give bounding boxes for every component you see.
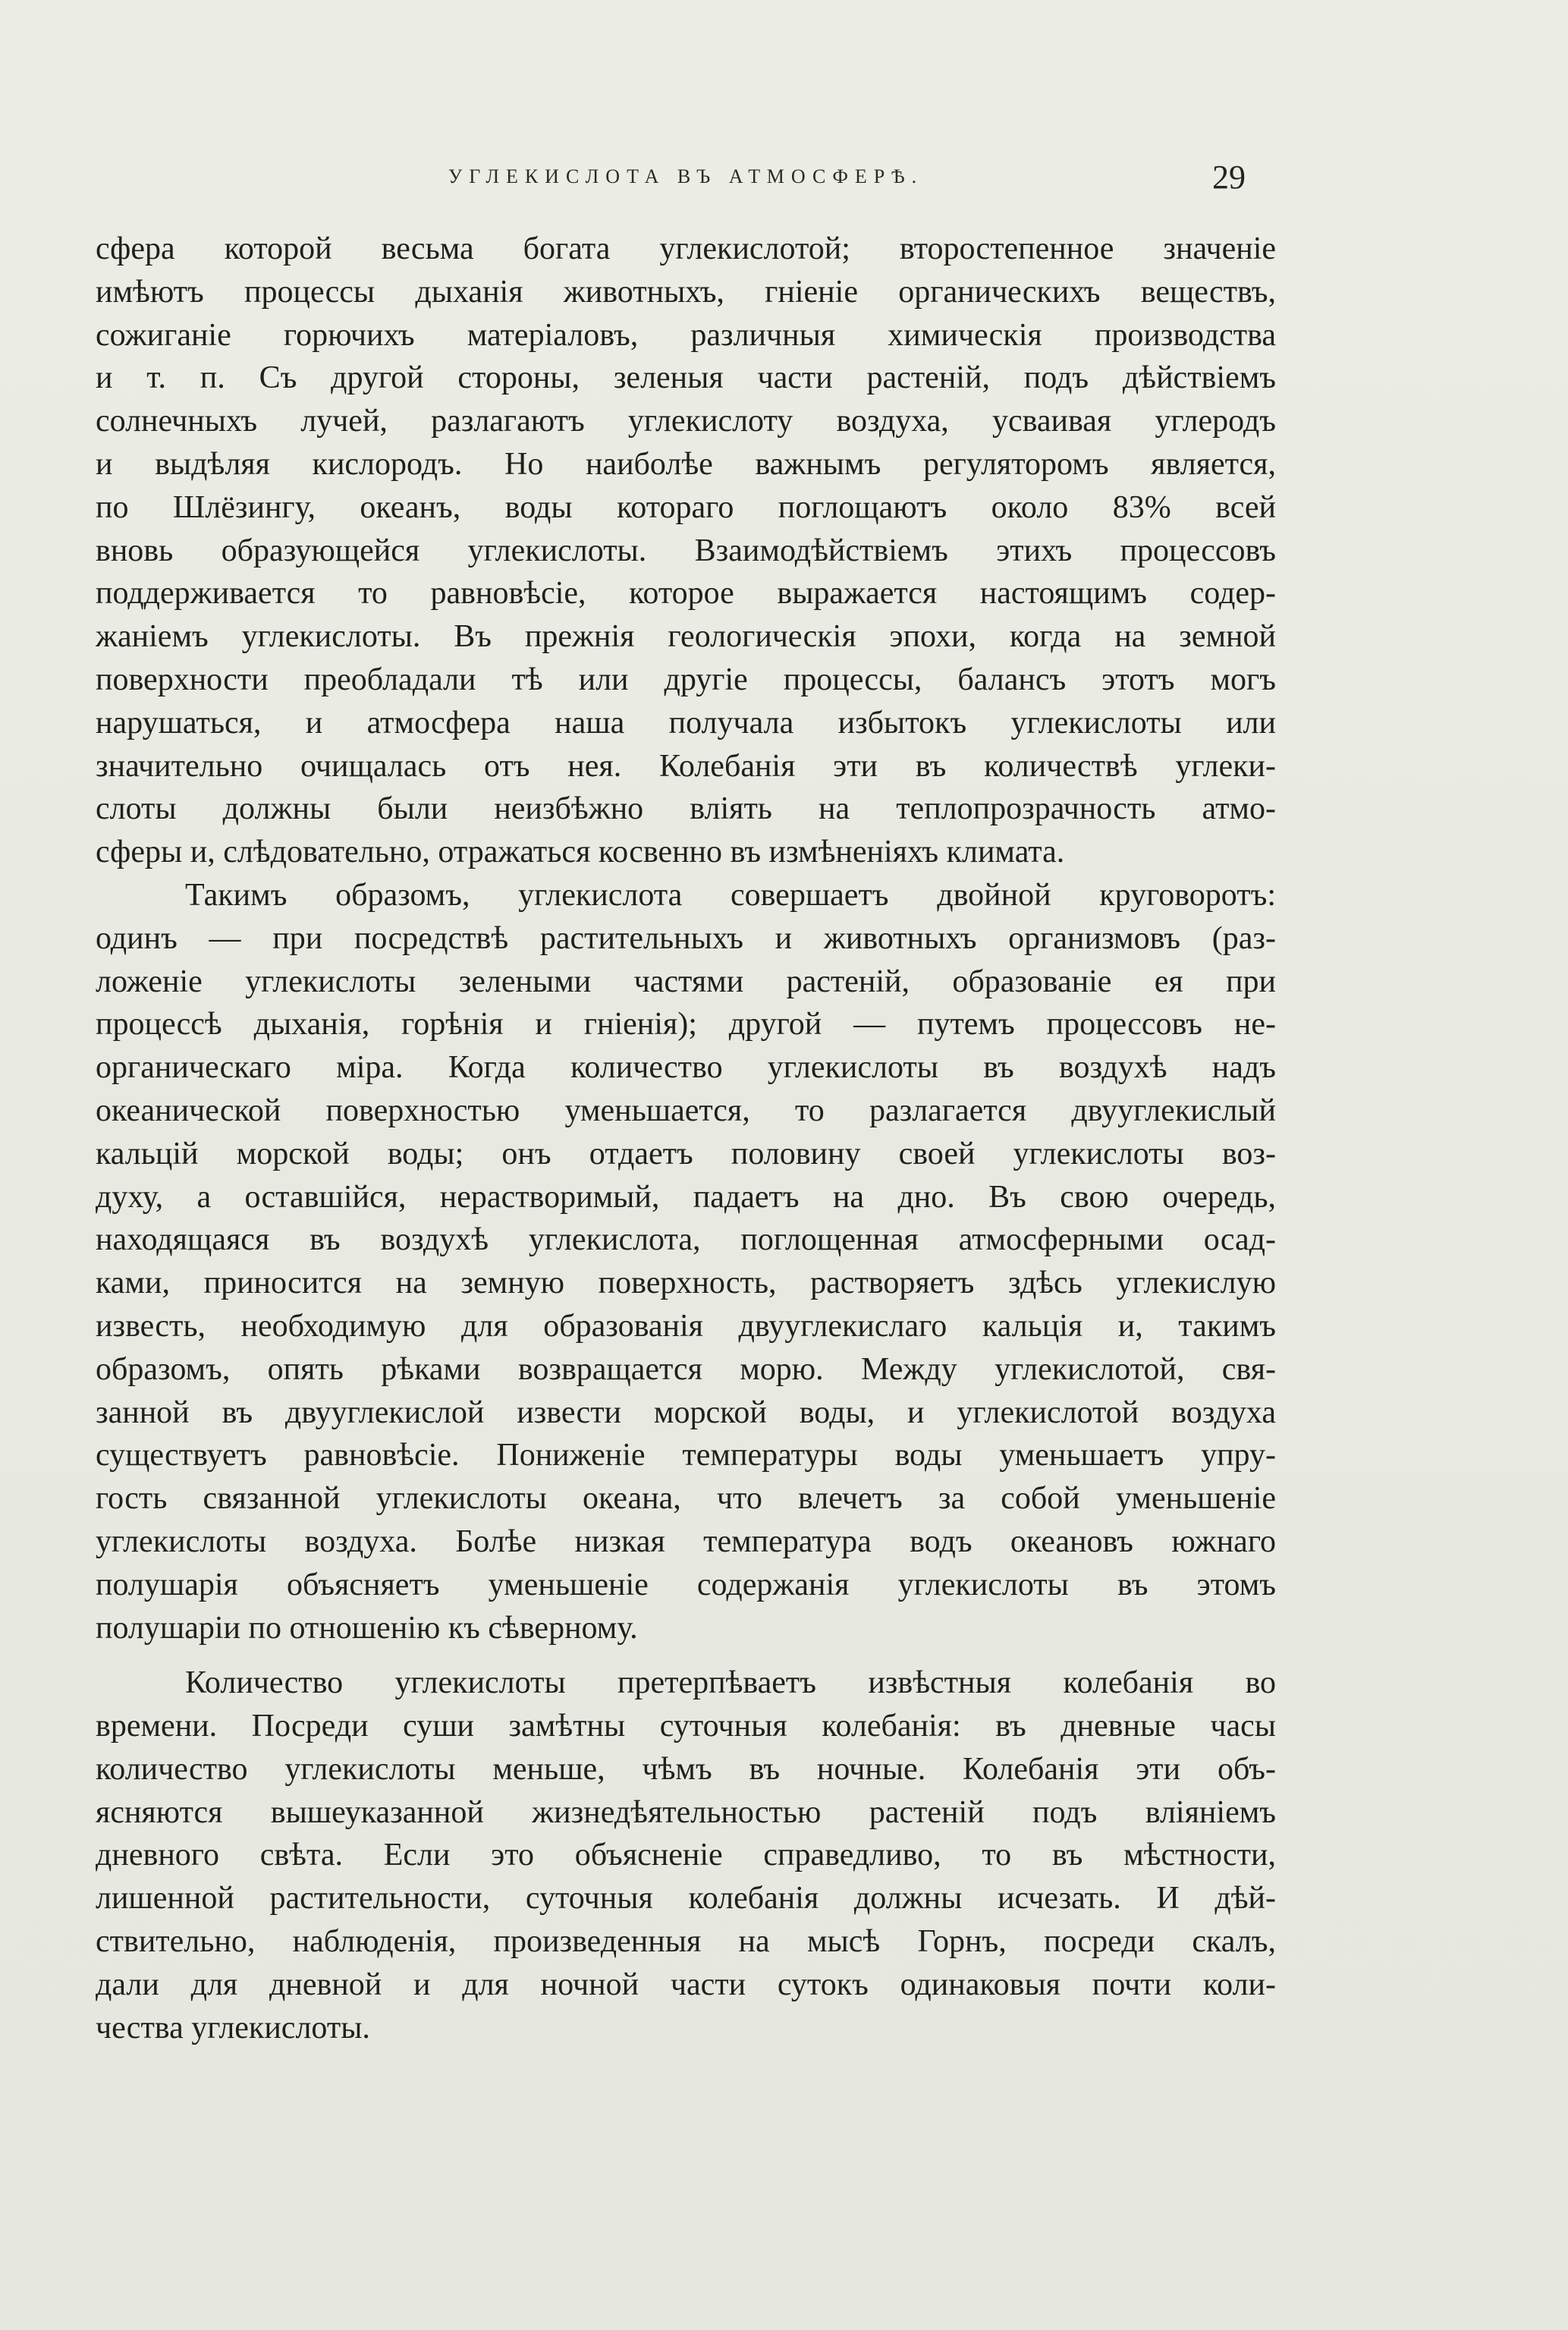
text-line: органическаго мiра. Когда количество углекислоты въ воздухѣ надъ [96, 1050, 1276, 1086]
running-title: УГЛЕКИСЛОТА ВЪ АТМОСФЕРѢ. [448, 165, 924, 187]
text-line: процессѣ дыханiя, горѣнiя и гнiенiя); другой — путемъ процессовъ не- [96, 1007, 1276, 1042]
text-line: чества углекислоты. [96, 2010, 370, 2045]
text-line: ясняются вышеуказанной жизнедѣятельностью растенiй подъ влiянiемъ [96, 1794, 1276, 1830]
text-line: находящаяся въ воздухѣ углекислота, поглощенная атмосферными осад- [96, 1222, 1276, 1258]
text-line: сфера которой весьма богата углекислотой; второстепенное значенiе [96, 231, 1276, 266]
text-line: сферы и, слѣдовательно, отражаться косвенно въ измѣненiяхъ климата. [96, 835, 1065, 870]
running-head [96, 158, 1276, 203]
body-text [96, 228, 1276, 2049]
text-line: Количество углекислоты претерпѣваетъ извѣстныя колебанiя во [185, 1665, 1276, 1701]
text-line: существуетъ равновѣсiе. Пониженiе температуры воды уменьшаетъ упру- [96, 1438, 1276, 1473]
text-line: духу, а оставшiйся, нерастворимый, падаетъ на дно. Въ свою очередь, [96, 1179, 1276, 1215]
text-line: ложенiе углекислоты зелеными частями растенiй, образованiе ея при [96, 964, 1276, 999]
text-line: лишенной растительности, суточныя колебанiя должны исчезать. И дѣй- [96, 1881, 1276, 1917]
text-line: кальцiй морской воды; онъ отдаетъ половину своей углекислоты воз- [96, 1136, 1276, 1171]
text-line: поверхности преобладали тѣ или другiе процессы, балансъ этотъ могъ [96, 662, 1276, 697]
text-line: одинъ — при посредствѣ растительныхъ и животныхъ организмовъ (раз- [96, 920, 1276, 956]
text-line: занной въ двууглекислой извести морской воды, и углекислотой воздуха [96, 1395, 1276, 1430]
text-line: полушарiи по отношенiю къ сѣверному. [96, 1610, 638, 1646]
text-line: времени. Посреди суши замѣтны суточныя колебанiя: въ дневные часы [96, 1709, 1276, 1744]
text-line: значительно очищалась отъ нея. Колебанiя эти въ количествѣ углеки- [96, 748, 1276, 784]
page-number: 29 [1212, 159, 1246, 196]
text-line: ками, приносится на земную поверхность, растворяетъ здѣсь углекислую [96, 1266, 1276, 1301]
text-line: слоты должны были неизбѣжно влiять на теплопрозрачность атмо- [96, 791, 1276, 827]
text-line: вновь образующейся углекислоты. Взаимодѣйствiемъ этихъ процессовъ [96, 533, 1276, 568]
paragraph-gap [96, 1649, 1276, 1662]
text-line: сожиганiе горючихъ матерiаловъ, различныя химическiя производства [96, 317, 1276, 353]
text-line: образомъ, опять рѣками возвращается морю. Между углекислотой, свя- [96, 1351, 1276, 1387]
text-line: океанической поверхностью уменьшается, то разлагается двууглекислый [96, 1093, 1276, 1128]
text-line: углекислоты воздуха. Болѣе низкая температура водъ океановъ южнаго [96, 1523, 1276, 1559]
text-line: количество углекислоты меньше, чѣмъ въ ночные. Колебанiя эти объ- [96, 1751, 1276, 1787]
text-line: дали для дневной и для ночной части сутокъ одинаковыя почти коли- [96, 1967, 1276, 2002]
text-line: поддерживается то равновѣсiе, которое выражается настоящимъ содер- [96, 576, 1276, 612]
paragraph [96, 874, 1276, 1649]
text-line: по Шлёзингу, океанъ, воды котораго поглощаютъ около 83% всей [96, 489, 1276, 525]
text-line: полушарiя объясняетъ уменьшенiе содержанiя углекислоты въ этомъ [96, 1567, 1276, 1602]
text-line: нарушаться, и атмосфера наша получала избытокъ углекислоты или [96, 705, 1276, 741]
text-line: Такимъ образомъ, углекислота совершаетъ двойной круговоротъ: [185, 877, 1276, 913]
text-line: дневного свѣта. Если это объясненiе справедливо, то въ мѣстности, [96, 1838, 1276, 1873]
paragraph [96, 228, 1276, 874]
text-line: имѣютъ процессы дыханiя животныхъ, гнiенiе органическихъ веществъ, [96, 274, 1276, 310]
paragraph [96, 1662, 1276, 2049]
text-line: и выдѣляя кислородъ. Но наиболѣе важнымъ регуляторомъ является, [96, 446, 1276, 482]
text-line: известь, необходимую для образованiя двууглекислаго кальцiя и, такимъ [96, 1308, 1276, 1344]
text-line: гость связанной углекислоты океана, что влечетъ за собой уменьшенiе [96, 1481, 1276, 1517]
text-line: солнечныхъ лучей, разлагаютъ углекислоту воздуха, усваивая углеродъ [96, 404, 1276, 439]
text-line: и т. п. Съ другой стороны, зеленыя части растенiй, подъ дѣйствiемъ [96, 360, 1276, 396]
text-line: жанiемъ углекислоты. Въ прежнiя геологическiя эпохи, когда на земной [96, 619, 1276, 655]
text-line: ствительно, наблюденiя, произведенныя на мысѣ Горнъ, посреди скалъ, [96, 1924, 1276, 1960]
